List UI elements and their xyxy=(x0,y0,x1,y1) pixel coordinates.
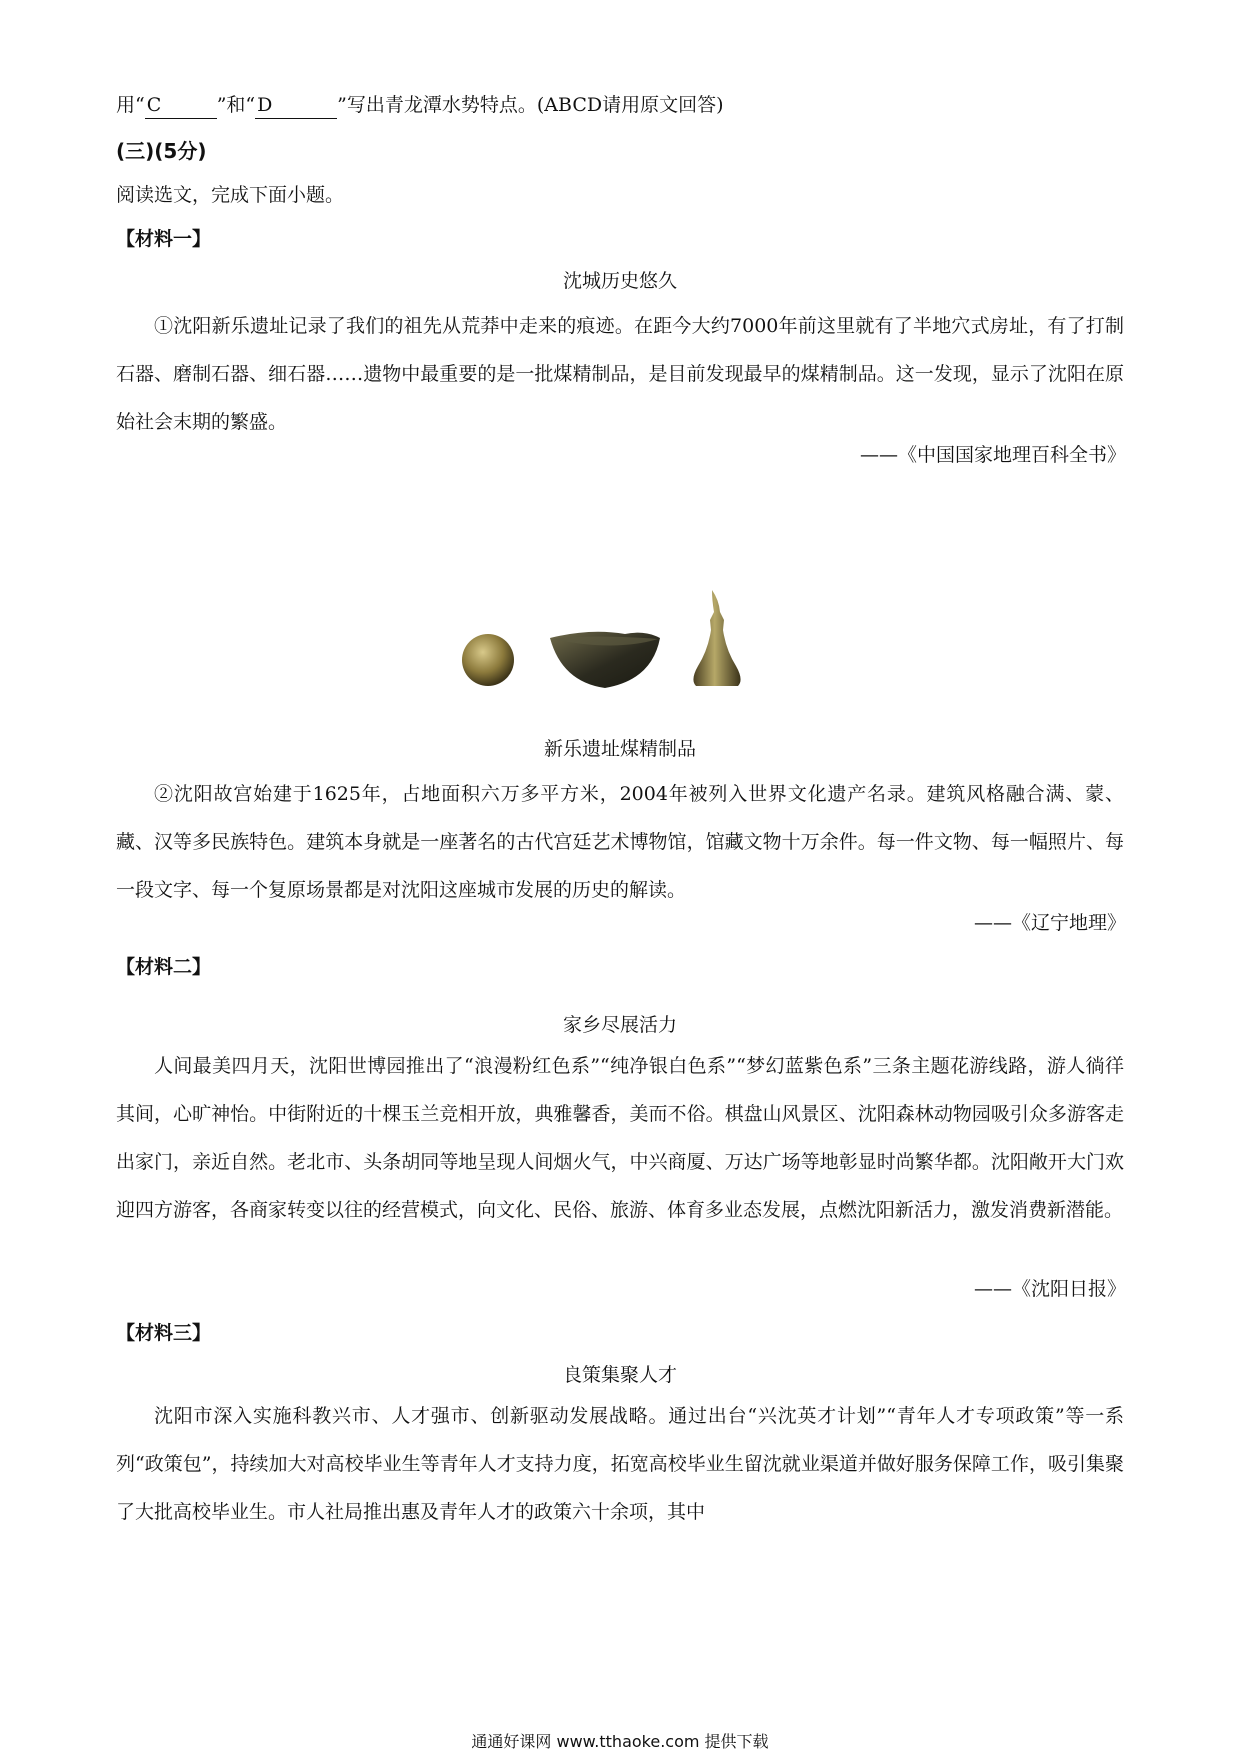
material2-label: 【材料二】 xyxy=(116,956,212,978)
coal-bottle-artifact xyxy=(693,590,740,686)
section-heading: (三)(5分) xyxy=(116,139,207,163)
material2-paragraph: 人间最美四月天，沈阳世博园推出了“浪漫粉红色系”“纯净银白色系”“梦幻蓝紫色系”三条主题花游线路，游人徜徉其间，心旷神怡。中街附近的十棵玉兰竞相开放，典雅馨香，美而不俗。棋盘山风景区、沈阳森林动物园吸引众多游客走出家门，亲近自然。老北市、头条胡同等地呈现人间烟火气，中兴商厦、万达广场等地彰显时尚繁华都。沈阳敞开大门欢迎四方游客，各商家转变以往的经营模式，向文化、民俗、旅游、体育多业态发展，点燃沈阳新活力，激发消费新潜能。 xyxy=(116,1055,1124,1221)
material1-paragraph1: ①沈阳新乐遗址记录了我们的祖先从荒莽中走来的痕迹。在距今大约7000年前这里就有了半地穴式房址，有了打制石器、磨制石器、细石器……遗物中最重要的是一批煤精制品，是目前发现最早的煤精制品。这一发现，显示了沈阳在原始社会末期的繁盛。 xyxy=(116,315,1124,433)
coal-jade-artifacts-image xyxy=(440,590,800,710)
material3-paragraph: 沈阳市深入实施科教兴市、人才强市、创新驱动发展战略。通过出台“兴沈英才计划”“青年人才专项政策”等一系列“政策包”，持续加大对高校毕业生等青年人才支持力度，拓宽高校毕业生留沈就业渠道并做好服务保障工作，吸引集聚了大批高校毕业生。市人社局推出惠及青年人才的政策六十余项，其中 xyxy=(116,1405,1124,1523)
blank-c[interactable]: C xyxy=(145,92,217,119)
material1-label: 【材料一】 xyxy=(116,228,212,250)
page-footer: 通通好课网 www.tthaoke.com 提供下载 xyxy=(471,1732,769,1751)
material1-paragraph2: ②沈阳故宫始建于1625年，占地面积六万多平方米，2004年被列入世界文化遗产名录。建筑风格融合满、蒙、藏、汉等多民族特色。建筑本身就是一座著名的古代宫廷艺术博物馆，馆藏文物十万余件。每一件文物、每一幅照片、每一段文字、每一个复原场景都是对沈阳这座城市发展的历史的解读。 xyxy=(116,783,1124,901)
material3-label: 【材料三】 xyxy=(116,1322,212,1344)
coal-ball-artifact xyxy=(462,634,514,686)
material2-title: 家乡尽展活力 xyxy=(562,1014,677,1036)
previous-question-line: 用“ C ”和“ D ”写出青龙潭水势特点。(ABCD请用原文回答) xyxy=(116,92,724,119)
blank-d[interactable]: D xyxy=(255,92,337,119)
material1-source1: ——《中国国家地理百科全书》 xyxy=(859,444,1126,466)
figure-caption: 新乐遗址煤精制品 xyxy=(543,738,696,760)
material1-source2: ——《辽宁地理》 xyxy=(973,912,1126,934)
material2-source: ——《沈阳日报》 xyxy=(973,1278,1126,1300)
material3-title: 良策集聚人才 xyxy=(562,1364,677,1386)
material1-title: 沈城历史悠久 xyxy=(562,270,677,292)
section-instruction: 阅读选文，完成下面小题。 xyxy=(116,184,345,206)
coal-bowl-artifact xyxy=(550,632,660,688)
